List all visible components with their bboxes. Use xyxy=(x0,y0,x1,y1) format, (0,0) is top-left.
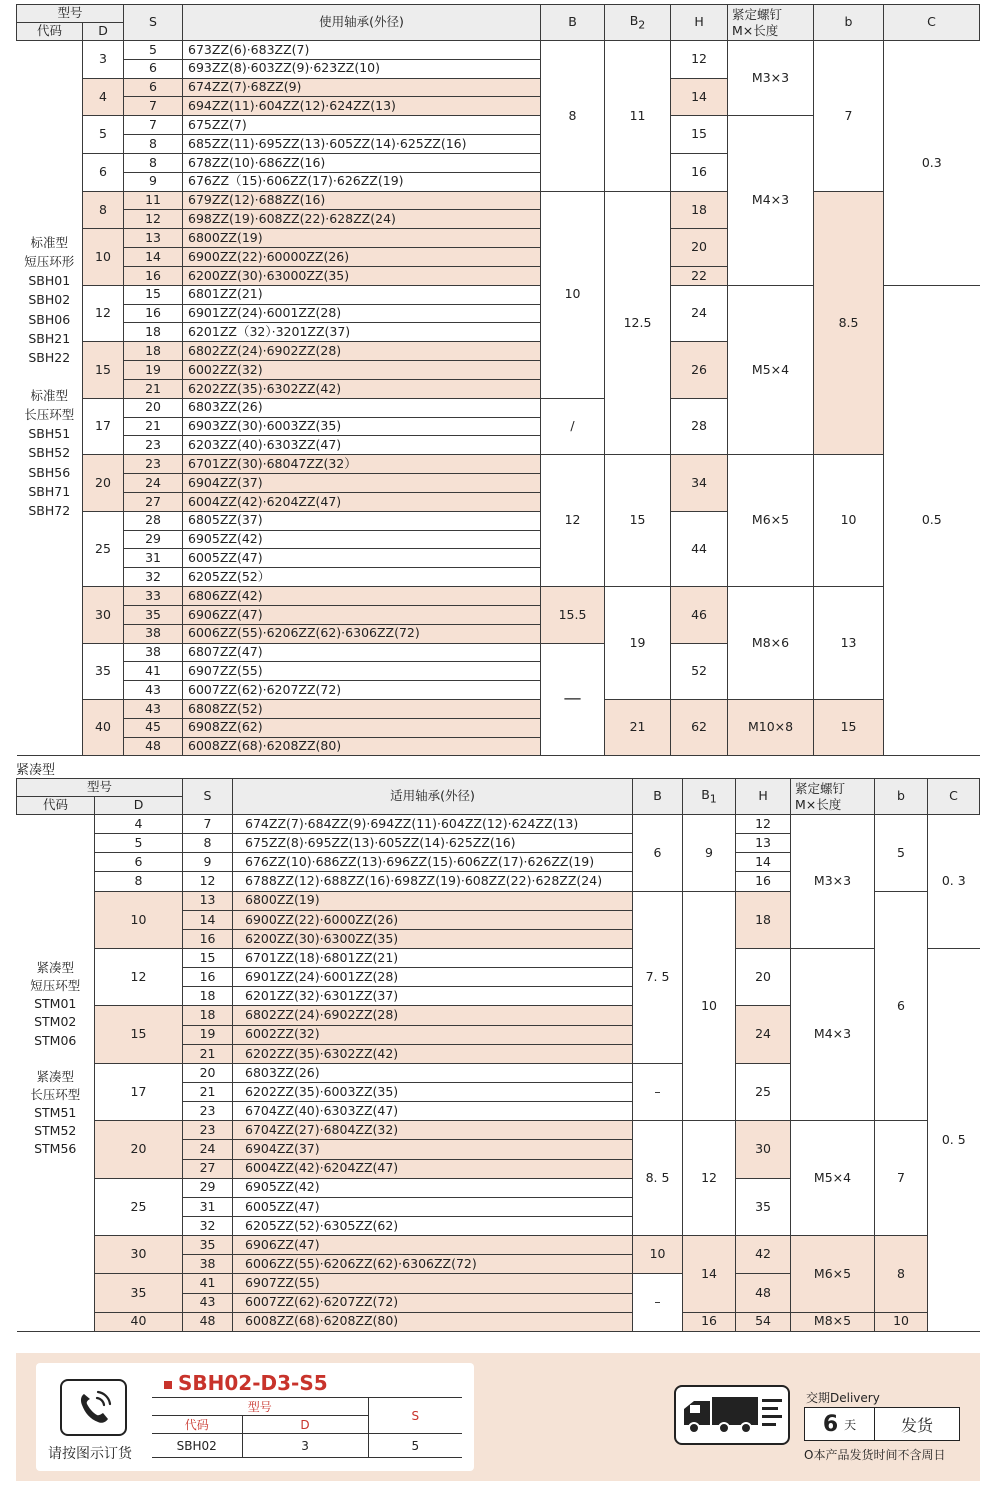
h-cell: 15 xyxy=(671,116,728,154)
bearing-cell: 6802ZZ(24)·6902ZZ(28) xyxy=(233,1006,633,1025)
h-cell: 18 xyxy=(671,191,728,229)
b2-header: $B_2$ xyxy=(605,5,671,41)
h-cell: 34 xyxy=(671,455,728,511)
s-cell: 23 xyxy=(124,455,183,474)
d-cell: 40 xyxy=(83,699,124,755)
h-cell: 26 xyxy=(671,342,728,398)
s-cell: 35 xyxy=(183,1236,233,1255)
s-cell: 6 xyxy=(124,78,183,97)
s-cell: 43 xyxy=(183,1293,233,1312)
model-codes: 标准型 短压环形 SBH01 SBH02 SBH06 SBH21 SBH22 标准型 长压环型 SBH51 SBH52 SBH56 SBH71 SBH72 xyxy=(17,41,83,756)
b-cell: 6 xyxy=(633,815,683,892)
bearing-cell: 6200ZZ(30)·6300ZZ(35) xyxy=(233,929,633,948)
s-cell: 16 xyxy=(124,266,183,285)
d-cell: 25 xyxy=(83,511,124,586)
h-cell: 16 xyxy=(671,153,728,191)
bearing-cell: 6004ZZ(42)·6204ZZ(47) xyxy=(183,492,541,511)
d-cell: 20 xyxy=(83,455,124,511)
example-model-code: SBH02-D3-S5 xyxy=(164,1371,328,1395)
s-cell: 24 xyxy=(183,1140,233,1159)
s-cell: 12 xyxy=(124,210,183,229)
bearing-cell: 6900ZZ(22)·6000ZZ(26) xyxy=(233,910,633,929)
s-cell: 18 xyxy=(124,323,183,342)
s-cell: 20 xyxy=(124,398,183,417)
b2-cell: 11 xyxy=(605,41,671,192)
s-cell: 29 xyxy=(183,1178,233,1197)
s-cell: 23 xyxy=(183,1102,233,1121)
b2-cell: 12.5 xyxy=(605,191,671,455)
b-cell: 10 xyxy=(541,191,605,398)
c-cell: 0. 3 xyxy=(928,815,980,949)
c-cell: 0.5 xyxy=(884,285,980,756)
h-cell: 46 xyxy=(671,587,728,643)
b2-cell: 15 xyxy=(605,455,671,587)
delivery-days-unit: 天 xyxy=(844,1417,857,1432)
bearing-cell: 6202ZZ(35)·6302ZZ(42) xyxy=(233,1044,633,1063)
bearing-cell: 6205ZZ(52)·6305ZZ(62) xyxy=(233,1216,633,1235)
h-header: H xyxy=(671,5,728,41)
s-cell: 19 xyxy=(124,361,183,380)
small-b-cell: 15 xyxy=(814,699,884,755)
d-cell: 5 xyxy=(95,834,183,853)
example-model-group: 型号 xyxy=(152,1398,368,1416)
screw-cell: M10×8 xyxy=(728,699,814,755)
s-cell: 18 xyxy=(124,342,183,361)
bearing-cell: 6807ZZ(47) xyxy=(183,643,541,662)
s-cell: 11 xyxy=(124,191,183,210)
small-b-cell: 7 xyxy=(814,41,884,192)
d-cell: 3 xyxy=(83,41,124,79)
table-row xyxy=(17,699,980,718)
bearing-cell: 6200ZZ(30)·63000ZZ(35) xyxy=(183,266,541,285)
screw-cell: M3×3 xyxy=(791,815,875,949)
h-cell: 18 xyxy=(736,891,791,948)
screw-cell: M6×5 xyxy=(728,455,814,587)
bearing-cell: 693ZZ(8)·603ZZ(9)·623ZZ(10) xyxy=(183,59,541,78)
model-group-header: 型号 xyxy=(17,779,183,797)
b-cell: – xyxy=(633,1063,683,1120)
bearing-cell: 6905ZZ(42) xyxy=(233,1178,633,1197)
bearing-cell: 6803ZZ(26) xyxy=(183,398,541,417)
bearing-cell: 6800ZZ(19) xyxy=(183,229,541,248)
d-cell: 4 xyxy=(83,78,124,116)
table-row xyxy=(17,1236,980,1255)
s-cell: 45 xyxy=(124,718,183,737)
bearing-cell: 6006ZZ(55)·6206ZZ(62)·6306ZZ(72) xyxy=(233,1255,633,1274)
bearing-cell: 6002ZZ(32) xyxy=(233,1025,633,1044)
s-cell: 8 xyxy=(183,834,233,853)
bearing-cell: 685ZZ(11)·695ZZ(13)·605ZZ(14)·625ZZ(16) xyxy=(183,135,541,154)
bearing-cell: 6800ZZ(19) xyxy=(233,891,633,910)
s-cell: 48 xyxy=(124,737,183,756)
s-cell: 32 xyxy=(124,568,183,587)
bearing-cell: 676ZZ（15)·606ZZ(17)·626ZZ(19) xyxy=(183,172,541,191)
h-cell: 12 xyxy=(671,41,728,79)
s-cell: 16 xyxy=(183,968,233,987)
s-cell: 23 xyxy=(183,1121,233,1140)
s-cell: 14 xyxy=(183,910,233,929)
s-header: S xyxy=(183,779,233,815)
h-cell: 24 xyxy=(736,1006,791,1063)
example-d-value: 3 xyxy=(242,1434,368,1458)
truck-icon xyxy=(674,1385,790,1445)
d-cell: 25 xyxy=(95,1178,183,1235)
c-cell: 0.3 xyxy=(884,41,980,286)
s-cell: 16 xyxy=(124,304,183,323)
bearing-cell: 6007ZZ(62)·6207ZZ(72) xyxy=(233,1293,633,1312)
h-cell: 62 xyxy=(671,699,728,755)
example-s-value: 5 xyxy=(368,1434,462,1458)
bearing-cell: 6005ZZ(47) xyxy=(233,1197,633,1216)
s-cell: 21 xyxy=(124,417,183,436)
delivery-note: O本产品发货时间不含周日 xyxy=(804,1448,946,1462)
d-cell: 17 xyxy=(83,398,124,454)
b1-header: $B_1$ xyxy=(683,779,736,815)
h-cell: 28 xyxy=(671,398,728,454)
s-cell: 28 xyxy=(124,511,183,530)
bearing-cell: 6805ZZ(37) xyxy=(183,511,541,530)
b-cell: / xyxy=(541,398,605,454)
model-codes: 紧凑型 短压环型 STM01 STM02 STM06 紧凑型 长压环型 STM51 STM52 STM56 xyxy=(17,815,95,1332)
s-cell: 8 xyxy=(124,135,183,154)
b-header: B xyxy=(541,5,605,41)
s-cell: 14 xyxy=(124,248,183,267)
s-cell: 43 xyxy=(124,699,183,718)
bearing-cell: 6906ZZ(47) xyxy=(183,605,541,624)
d-cell: 6 xyxy=(83,153,124,191)
s-cell: 9 xyxy=(183,853,233,872)
bearing-cell: 6788ZZ(12)·688ZZ(16)·698ZZ(19)·608ZZ(22)·628ZZ(24) xyxy=(233,872,633,891)
h-cell: 44 xyxy=(671,511,728,586)
s-cell: 43 xyxy=(124,681,183,700)
bearing-cell: 674ZZ(7)·68ZZ(9) xyxy=(183,78,541,97)
order-hint: 请按图示订货 xyxy=(48,1446,132,1462)
delivery-box xyxy=(804,1407,960,1441)
bearing-cell: 675ZZ(8)·695ZZ(13)·605ZZ(14)·625ZZ(16) xyxy=(233,834,633,853)
example-d-label: D xyxy=(242,1416,368,1434)
s-cell: 16 xyxy=(183,929,233,948)
s-cell: 35 xyxy=(124,605,183,624)
small-b-cell: 8 xyxy=(875,1236,928,1313)
h-cell: 14 xyxy=(736,853,791,872)
b-cell: — xyxy=(541,643,605,756)
d-cell: 10 xyxy=(83,229,124,285)
h-cell: 20 xyxy=(671,229,728,267)
small-b-header: b xyxy=(875,779,928,815)
bearing-cell: 694ZZ(11)·604ZZ(12)·624ZZ(13) xyxy=(183,97,541,116)
bearing-cell: 6205ZZ(52） xyxy=(183,568,541,587)
phone-icon xyxy=(60,1379,127,1436)
table-row xyxy=(17,948,980,967)
b2-cell: 21 xyxy=(605,699,671,755)
table-row xyxy=(17,41,980,60)
s-cell: 7 xyxy=(183,815,233,834)
b-cell: 12 xyxy=(541,455,605,587)
bearing-cell: 6008ZZ(68)·6208ZZ(80) xyxy=(233,1312,633,1331)
table-row xyxy=(17,191,980,210)
s-cell: 24 xyxy=(124,474,183,493)
s-cell: 21 xyxy=(183,1082,233,1101)
screw-cell: M3×3 xyxy=(728,41,814,116)
s-cell: 27 xyxy=(124,492,183,511)
s-cell: 12 xyxy=(183,872,233,891)
h-cell: 12 xyxy=(736,815,791,834)
h-cell: 25 xyxy=(736,1063,791,1120)
bearing-cell: 6904ZZ(37) xyxy=(183,474,541,493)
bearing-cell: 6005ZZ(47) xyxy=(183,549,541,568)
example-code-label: 代码 xyxy=(152,1416,242,1434)
bearing-cell: 6906ZZ(47) xyxy=(233,1236,633,1255)
b2-cell: 19 xyxy=(605,587,671,700)
h-cell: 35 xyxy=(736,1178,791,1235)
s-cell: 48 xyxy=(183,1312,233,1331)
bearing-cell: 6008ZZ(68)·6208ZZ(80) xyxy=(183,737,541,756)
small-b-cell: 10 xyxy=(814,455,884,587)
d-cell: 5 xyxy=(83,116,124,154)
example-table xyxy=(152,1397,462,1458)
delivery-label: 交期Delivery xyxy=(806,1391,880,1405)
s-cell: 6 xyxy=(124,59,183,78)
h-cell: 24 xyxy=(671,285,728,341)
b-cell: 10 xyxy=(633,1236,683,1274)
bearing-cell: 679ZZ(12)·688ZZ(16) xyxy=(183,191,541,210)
s-cell: 13 xyxy=(124,229,183,248)
table-row xyxy=(17,587,980,606)
small-b-cell: 13 xyxy=(814,587,884,700)
bearing-cell: 6907ZZ(55) xyxy=(233,1274,633,1293)
bearing-cell: 6701ZZ(30)·68047ZZ(32） xyxy=(183,455,541,474)
s-cell: 38 xyxy=(124,643,183,662)
s-cell: 21 xyxy=(183,1044,233,1063)
s-cell: 38 xyxy=(183,1255,233,1274)
bearing-cell: 6904ZZ(37) xyxy=(233,1140,633,1159)
b-cell: 15.5 xyxy=(541,587,605,643)
bearing-cell: 6806ZZ(42) xyxy=(183,587,541,606)
d-cell: 30 xyxy=(83,587,124,643)
s-cell: 23 xyxy=(124,436,183,455)
small-b-cell: 7 xyxy=(875,1121,928,1236)
s-cell: 41 xyxy=(124,662,183,681)
d-cell: 8 xyxy=(95,872,183,891)
small-b-cell: 5 xyxy=(875,815,928,892)
d-cell: 15 xyxy=(83,342,124,398)
bearing-cell: 6201ZZ(32)·6301ZZ(37) xyxy=(233,987,633,1006)
delivery-ship-label: 发货 xyxy=(900,1415,933,1435)
h-cell: 54 xyxy=(736,1312,791,1331)
code-header: 代码 xyxy=(17,797,95,815)
bearing-header: 使用轴承(外径) xyxy=(183,5,541,41)
bearing-cell: 6704ZZ(40)·6303ZZ(47) xyxy=(233,1102,633,1121)
s-header: S xyxy=(124,5,183,41)
bearing-cell: 676ZZ(10)·686ZZ(13)·696ZZ(15)·606ZZ(17)·626ZZ(19) xyxy=(233,853,633,872)
bearing-cell: 6004ZZ(42)·6204ZZ(47) xyxy=(233,1159,633,1178)
bearing-cell: 6903ZZ(30)·6003ZZ(35) xyxy=(183,417,541,436)
h-cell: 20 xyxy=(736,948,791,1005)
h-cell: 14 xyxy=(671,78,728,116)
screw-cell: M4×3 xyxy=(728,116,814,285)
small-b-cell: 10 xyxy=(875,1312,928,1331)
bearing-cell: 6808ZZ(52) xyxy=(183,699,541,718)
bearing-cell: 6803ZZ(26) xyxy=(233,1063,633,1082)
s-cell: 19 xyxy=(183,1025,233,1044)
bearing-cell: 6704ZZ(27)·6804ZZ(32) xyxy=(233,1121,633,1140)
s-cell: 31 xyxy=(183,1197,233,1216)
b-cell: – xyxy=(633,1274,683,1331)
example-s-label: S xyxy=(368,1398,462,1434)
s-cell: 18 xyxy=(183,1006,233,1025)
h-cell: 52 xyxy=(671,643,728,699)
b-cell: 8. 5 xyxy=(633,1121,683,1236)
s-cell: 20 xyxy=(183,1063,233,1082)
compact-spec-table xyxy=(16,778,980,1332)
h-cell: 13 xyxy=(736,834,791,853)
bearing-cell: 698ZZ(19)·608ZZ(22)·628ZZ(24) xyxy=(183,210,541,229)
b1-cell: 12 xyxy=(683,1121,736,1236)
example-code-value: SBH02 xyxy=(152,1434,242,1458)
d-cell: 15 xyxy=(95,1006,183,1063)
d-cell: 6 xyxy=(95,853,183,872)
order-footer xyxy=(16,1353,980,1481)
b1-cell: 9 xyxy=(683,815,736,892)
d-header: D xyxy=(95,797,183,815)
s-cell: 31 xyxy=(124,549,183,568)
bearing-cell: 673ZZ(6)·683ZZ(7) xyxy=(183,41,541,60)
small-b-cell: 8.5 xyxy=(814,191,884,455)
bearing-header: 适用轴承(外径) xyxy=(233,779,633,815)
bearing-cell: 6701ZZ(18)·6801ZZ(21) xyxy=(233,948,633,967)
bearing-cell: 6901ZZ(24)·6001ZZ(28) xyxy=(233,968,633,987)
bearing-cell: 6801ZZ(21) xyxy=(183,285,541,304)
compact-section-label: 紧凑型 xyxy=(16,763,56,778)
d-header: D xyxy=(83,23,124,41)
bearing-cell: 6908ZZ(62) xyxy=(183,718,541,737)
screw-cell: M5×4 xyxy=(728,285,814,454)
b-cell: 8 xyxy=(541,41,605,192)
h-cell: 42 xyxy=(736,1236,791,1274)
h-header: H xyxy=(736,779,791,815)
s-cell: 33 xyxy=(124,587,183,606)
table-row xyxy=(17,455,980,474)
order-example-box xyxy=(36,1363,474,1471)
d-cell: 17 xyxy=(95,1063,183,1120)
bearing-cell: 6900ZZ(22)·60000ZZ(26) xyxy=(183,248,541,267)
s-cell: 15 xyxy=(183,948,233,967)
screw-cell: M4×3 xyxy=(791,948,875,1120)
d-cell: 4 xyxy=(95,815,183,834)
bearing-cell: 6006ZZ(55)·6206ZZ(62)·6306ZZ(72) xyxy=(183,624,541,643)
table-row xyxy=(17,815,980,834)
bearing-cell: 675ZZ(7) xyxy=(183,116,541,135)
b1-cell: 16 xyxy=(683,1312,736,1331)
s-cell: 15 xyxy=(124,285,183,304)
s-cell: 7 xyxy=(124,116,183,135)
c-header: C xyxy=(884,5,980,41)
code-header: 代码 xyxy=(17,23,83,41)
h-cell: 22 xyxy=(671,266,728,285)
bearing-cell: 674ZZ(7)·684ZZ(9)·694ZZ(11)·604ZZ(12)·624ZZ(13) xyxy=(233,815,633,834)
bearing-cell: 678ZZ(10)·686ZZ(16) xyxy=(183,153,541,172)
s-cell: 13 xyxy=(183,891,233,910)
s-cell: 8 xyxy=(124,153,183,172)
model-group-header: 型号 xyxy=(17,5,124,23)
s-cell: 5 xyxy=(124,41,183,60)
bearing-cell: 6907ZZ(55) xyxy=(183,662,541,681)
s-cell: 41 xyxy=(183,1274,233,1293)
s-cell: 7 xyxy=(124,97,183,116)
bearing-cell: 6802ZZ(24)·6902ZZ(28) xyxy=(183,342,541,361)
standard-spec-table xyxy=(16,4,980,756)
screw-cell: M5×4 xyxy=(791,1121,875,1236)
bearing-cell: 6203ZZ(40)·6303ZZ(47) xyxy=(183,436,541,455)
b1-cell: 10 xyxy=(683,891,736,1121)
s-cell: 38 xyxy=(124,624,183,643)
bearing-cell: 6905ZZ(42) xyxy=(183,530,541,549)
h-cell: 48 xyxy=(736,1274,791,1312)
bearing-cell: 6007ZZ(62)·6207ZZ(72) xyxy=(183,681,541,700)
d-cell: 12 xyxy=(95,948,183,1005)
d-cell: 40 xyxy=(95,1312,183,1331)
delivery-days xyxy=(805,1408,875,1440)
screw-header: 紧定螺钉 M×长度 xyxy=(728,5,814,41)
bearing-cell: 6901ZZ(24)·6001ZZ(28) xyxy=(183,304,541,323)
delivery-days-number: 6 xyxy=(822,1411,839,1437)
d-cell: 30 xyxy=(95,1236,183,1274)
h-cell: 16 xyxy=(736,872,791,891)
s-cell: 21 xyxy=(124,379,183,398)
d-cell: 8 xyxy=(83,191,124,229)
screw-cell: M8×5 xyxy=(791,1312,875,1331)
bearing-cell: 6002ZZ(32) xyxy=(183,361,541,380)
d-cell: 12 xyxy=(83,285,124,341)
bearing-cell: 6201ZZ（32）·3201ZZ(37) xyxy=(183,323,541,342)
screw-cell: M6×5 xyxy=(791,1236,875,1313)
d-cell: 35 xyxy=(83,643,124,699)
s-cell: 27 xyxy=(183,1159,233,1178)
s-cell: 32 xyxy=(183,1216,233,1235)
table-row xyxy=(17,1312,980,1331)
small-b-header: b xyxy=(814,5,884,41)
table-row xyxy=(17,1121,980,1140)
s-cell: 18 xyxy=(183,987,233,1006)
screw-header: 紧定螺钉 M×长度 xyxy=(791,779,875,815)
b1-cell: 14 xyxy=(683,1236,736,1313)
c-header: C xyxy=(928,779,980,815)
small-b-cell: 6 xyxy=(875,891,928,1121)
screw-cell: M8×6 xyxy=(728,587,814,700)
s-cell: 9 xyxy=(124,172,183,191)
delivery-info xyxy=(672,1383,972,1473)
b-header: B xyxy=(633,779,683,815)
h-cell: 30 xyxy=(736,1121,791,1178)
bearing-cell: 6202ZZ(35)·6003ZZ(35) xyxy=(233,1082,633,1101)
d-cell: 20 xyxy=(95,1121,183,1178)
b-cell: 7. 5 xyxy=(633,891,683,1063)
d-cell: 10 xyxy=(95,891,183,948)
s-cell: 29 xyxy=(124,530,183,549)
bearing-cell: 6202ZZ(35)·6302ZZ(42) xyxy=(183,379,541,398)
d-cell: 35 xyxy=(95,1274,183,1312)
c-cell: 0. 5 xyxy=(928,948,980,1331)
